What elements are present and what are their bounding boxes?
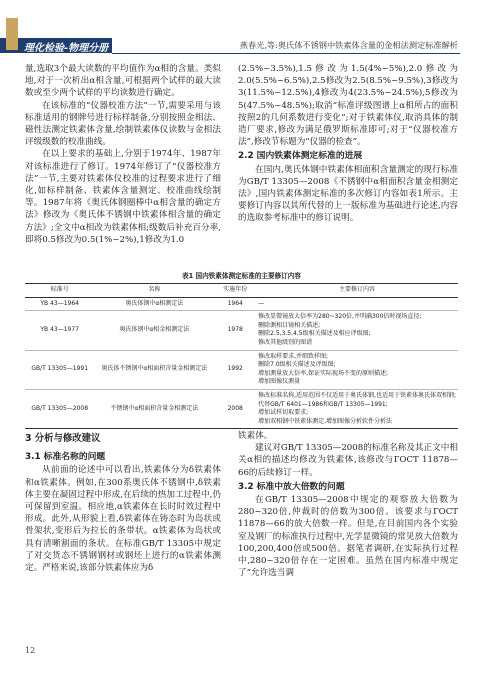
standard-code: YB 43—1977 [25, 311, 94, 350]
running-head: 燕春光,等:奥氏体不锈钢中铁素体含量的金相法测定标准解析 [239, 40, 458, 50]
paragraph: 从前面的论述中可以看出,铁素体分为δ铁素体和α铁素体。例如,在300系奥氏体不锈钢中,δ铁素体主要在凝固过程中形成,在后续的热加工过程中,仍可保留到室温。相应地,α铁素体在长时时效过程中形成。此外,从形貌上看,δ铁素体在铸态时为岛状或骨架状,变形后为拉长的条带状。α铁素体为岛状或具有清晰割面的条状。在标准GB/T 13305中规定了对交货态不锈钢钢材或钢坯上进行的α铁素体测定。严格来说,该部分铁素体应为δ [25, 465, 221, 574]
journal-logo-mark [6, 18, 18, 50]
standard-name: 奥氏体钢中α相测定法 [94, 297, 214, 311]
implementation-year: 1964 [214, 297, 256, 311]
subsection-heading: 3.1 标准名称的问题 [25, 452, 106, 463]
journal-logo-text: 理化检验-物理分册 [24, 43, 109, 54]
standard-code: GB/T 13305—1991 [25, 350, 94, 389]
paragraph: 铁素体。 [238, 431, 273, 441]
paragraph: 建议对GB/T 13305—2008的标准名称及其正文中相关α相的描述均修改为铁素体,该修改与ГОСТ 11878—66的后续修订一样。 [238, 443, 458, 478]
subsection-heading: 3.2 标准中放大倍数的问题 [238, 481, 345, 492]
table-row [25, 389, 458, 428]
paragraph: 在国内,奥氏体钢中铁素体相面积含量测定的现行标准为GB/T 13305—2008《不锈钢中α相面积含量金相测定法》,国内铁素体测定标准的多次修订内容如表1所示。主要修订内容以其所代替的上一版标准为基础进行论述,内容的选取参考标准中的修订说明。 [238, 164, 458, 224]
standard-name: 奥氏体不锈钢中α相面积含量金相测定法 [94, 350, 214, 389]
revision-table [25, 270, 458, 429]
standard-code: YB 43—1964 [25, 297, 94, 311]
page-number: 12 [25, 646, 36, 655]
table-row [25, 350, 458, 389]
paragraph: 在该标准的“仪器校准方法”一节,需要采用与该标准适用的钢牌号进行标样制备,分别按照金相法、磁性法测定铁素体含量,绘制铁素体仪读数与金相法评级级数的校准曲线。 [25, 100, 221, 148]
left-column-bottom [25, 430, 221, 574]
standard-name: 不锈钢中α相面积含量金相测定法 [94, 389, 214, 428]
revision-content: 修改标准名称,适用范围不仅适用于奥氏体钢,也适用于铁素体奥氏体双相钢; 代替GB/T 6401—1986和GB/T 13305—1991; 增加试样切取要求; 增加双相钢中铁素体测定,增加图像分析软件分析法 [256, 389, 458, 428]
paragraph: 在GB/T 13305—2008中规定的观察放大倍数为280~320倍,仲裁时的倍数为300倍。该要求与ГОСТ 11878—66的放大倍数一样。但是,在目前国内各个实验室及钢厂的标准执行过程中,光学显微镜的常见放大倍数为100,200,400倍或500倍。据笔者调研,在实际执行过程中,280~320倍存在一定困难。虽然在国内标准中规定了“允许选当调 [238, 495, 458, 579]
standard-name: 奥氏体钢中α相金相测定法 [94, 311, 214, 350]
paragraph: (2.5%~3.5%),1.5修改为1.5(4%~5%),2.0修改为2.0(5.5%~6.5%),2.5修改为2.5(8.5%~9.5%),3修改为3(11.5%~12.5%),4修改为4(23.5%~24.5%),5修改为5(47.5%~48.5%);取消“标准评级图谱上α相所占的面积按照2的几何系数进行变化”;对于铁素体仪,取消具体的制造厂要求,修改为满足俄罗斯标准即可;对于“仪器校准方法”,修改节标题为“仪器的检查”。 [238, 64, 458, 148]
page-header [0, 0, 480, 54]
implementation-year: 1992 [214, 350, 256, 389]
revision-content: 修改显微镜放大倍率为280~320倍,并明确300倍时视场直径; 删除测相目镜相关描述; 删除2.5,3.5,4.5级相关描述及相应评级图; 修改其他级别的图谱 [256, 311, 458, 350]
column-header: 标准号 [25, 284, 94, 298]
standard-code: GB/T 13305—2008 [25, 389, 94, 428]
section-heading: 3 分析与修改建议 [25, 433, 101, 444]
implementation-year: 2008 [214, 389, 256, 428]
column-header: 名称 [94, 284, 214, 298]
revision-content: 修改取样要求,并细致样图; 删除7.0级相关描述及评级图; 增加测量放大倍率,保证实际视场不变的原则描述; 增加图像仪测量 [256, 350, 458, 389]
revision-content: — [256, 297, 458, 311]
implementation-year: 1978 [214, 311, 256, 350]
header-rule [112, 53, 460, 54]
right-column-bottom [238, 430, 458, 579]
column-header: 实施年份 [214, 284, 256, 298]
table-header-row [25, 284, 458, 298]
table-row [25, 311, 458, 350]
table-caption: 表1 国内铁素体测定标准的主要修订内容 [182, 272, 301, 280]
paragraph: 在以上要求的基础上,分别于1974年、1987年对该标准进行了修订。1974年修订了“仪器校准方法”一节,主要对铁素体仪校准的过程要求进行了细化,如标样制备、铁素体含量测定、校准曲线绘制等。1987年将《奥氏体钢圈棒中α相含量的确定方法》修改为《奥氏体不锈钢中铁素体相含量的确定方法》;全文中α相改为铁素体相;级数后补充百分率,即将0.5修改为0.5(1%~2%),1修改为1.0 [25, 149, 221, 245]
right-column-top [238, 63, 458, 225]
column-header: 主要修订内容 [256, 284, 458, 298]
table [25, 283, 458, 429]
table-row [25, 297, 458, 311]
paragraph: 量,选取3个最大读数的平均值作为α相的含量。类似地,对于一次析出α相含量,可根据两个试样的最大读数或至少两个试样的平均读数进行确定。 [25, 64, 221, 99]
section-heading: 2.2 国内铁素体测定标准的进展 [238, 151, 363, 162]
left-column-top [25, 63, 221, 246]
